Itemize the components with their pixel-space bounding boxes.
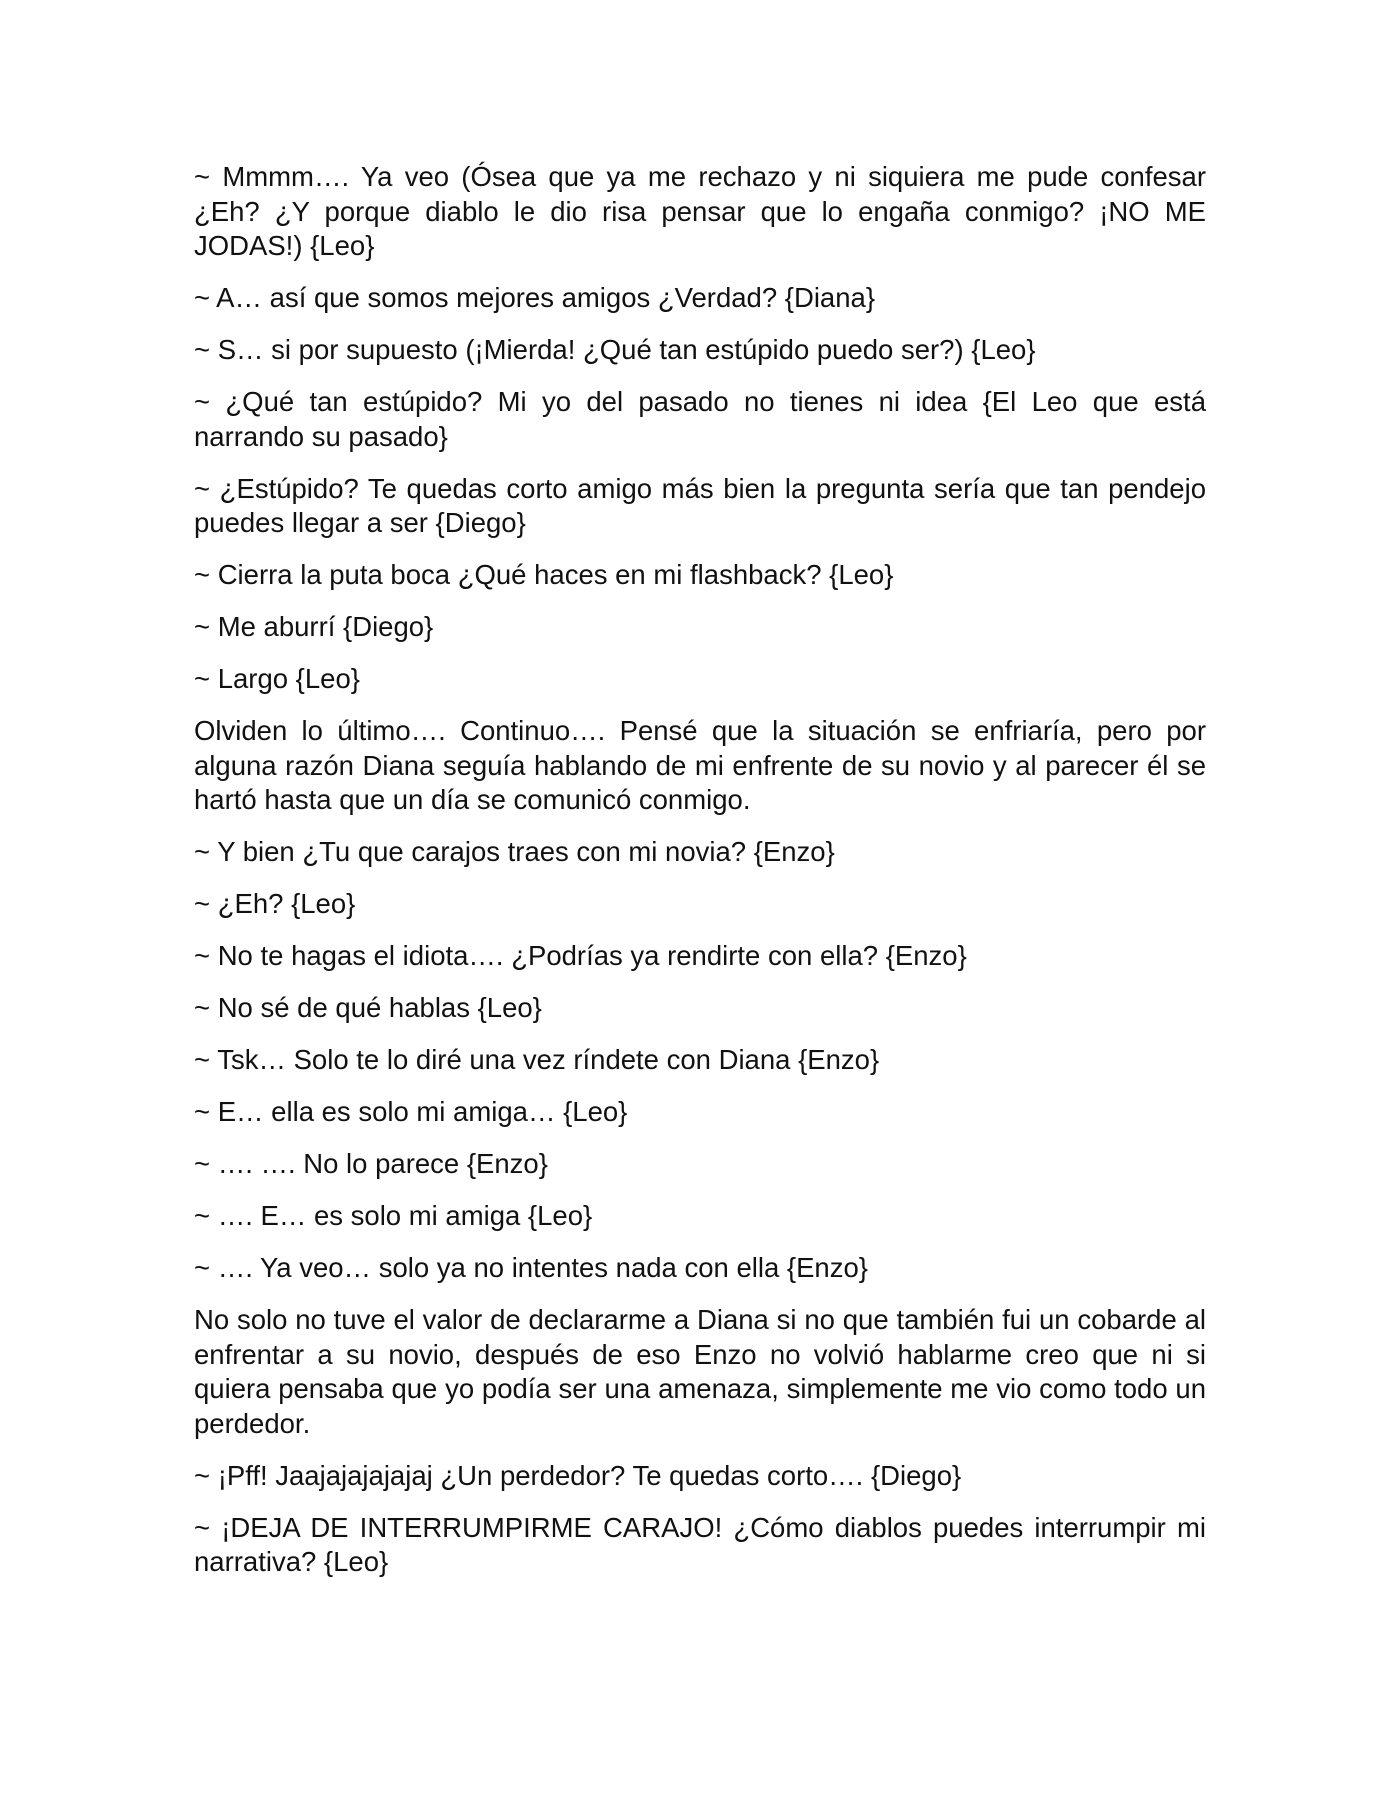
dialogue-line: ~ No te hagas el idiota…. ¿Podrías ya rendirte con ella? {Enzo} — [194, 940, 967, 971]
dialogue-line: ~ ¡DEJA DE INTERRUMPIRME CARAJO! ¿Cómo diablos puedes interrumpir mi narrativa? {Leo} — [194, 1511, 1206, 1577]
dialogue-line: ~ A… así que somos mejores amigos ¿Verdad? {Diana} — [194, 282, 876, 313]
dialogue-line: ~ ¿Qué tan estúpido? Mi yo del pasado no tienes ni idea {El Leo que está narrando su pasado} — [194, 386, 1206, 452]
dialogue-line: ~ No sé de qué hablas {Leo} — [194, 992, 542, 1023]
dialogue-line: ~ E… ella es solo mi amiga… {Leo} — [194, 1096, 628, 1127]
dialogue-line: ~ Me aburrí {Diego} — [194, 611, 434, 642]
dialogue-line: ~ Tsk… Solo te lo diré una vez ríndete con Diana {Enzo} — [194, 1044, 880, 1075]
narration-paragraph: No solo no tuve el valor de declararme a Diana si no que también fui un cobarde al enfrentar a su novio, después de eso Enzo no volvió hablarme creo que ni si quiera pensaba que yo podía ser una amenaza, simplemente me vio como todo un perdedor. — [194, 1304, 1206, 1439]
dialogue-line: ~ S… si por supuesto (¡Mierda! ¿Qué tan estúpido puedo ser?) {Leo} — [194, 334, 1036, 365]
dialogue-line: ~ ¿Estúpido? Te quedas corto amigo más bien la pregunta sería que tan pendejo puedes llegar a ser {Diego} — [194, 472, 1206, 538]
dialogue-line: ~ …. E… es solo mi amiga {Leo} — [194, 1200, 593, 1231]
dialogue-line: ~ ¿Eh? {Leo} — [194, 888, 356, 919]
dialogue-line: ~ …. …. No lo parece {Enzo} — [194, 1148, 548, 1179]
document-page — [194, 160, 1206, 1597]
dialogue-line: ~ …. Ya veo… solo ya no intentes nada con ella {Enzo} — [194, 1252, 868, 1283]
dialogue-line: ~ Largo {Leo} — [194, 663, 360, 694]
narration-paragraph: Olviden lo último…. Continuo…. Pensé que la situación se enfriaría, pero por alguna razón Diana seguía hablando de mi enfrente de su novio y al parecer él se hartó hasta que un día se comunicó conmigo. — [194, 715, 1206, 815]
dialogue-line: ~ Cierra la puta boca ¿Qué haces en mi flashback? {Leo} — [194, 559, 894, 590]
dialogue-line: ~ Y bien ¿Tu que carajos traes con mi novia? {Enzo} — [194, 836, 835, 867]
dialogue-line: ~ Mmmm…. Ya veo (Ósea que ya me rechazo y ni siquiera me pude confesar ¿Eh? ¿Y porque diablo le dio risa pensar que lo engaña conmigo? ¡NO ME JODAS!) {Leo} — [194, 161, 1206, 261]
dialogue-line: ~ ¡Pff! Jaajajajajajaj ¿Un perdedor? Te quedas corto…. {Diego} — [194, 1459, 962, 1491]
